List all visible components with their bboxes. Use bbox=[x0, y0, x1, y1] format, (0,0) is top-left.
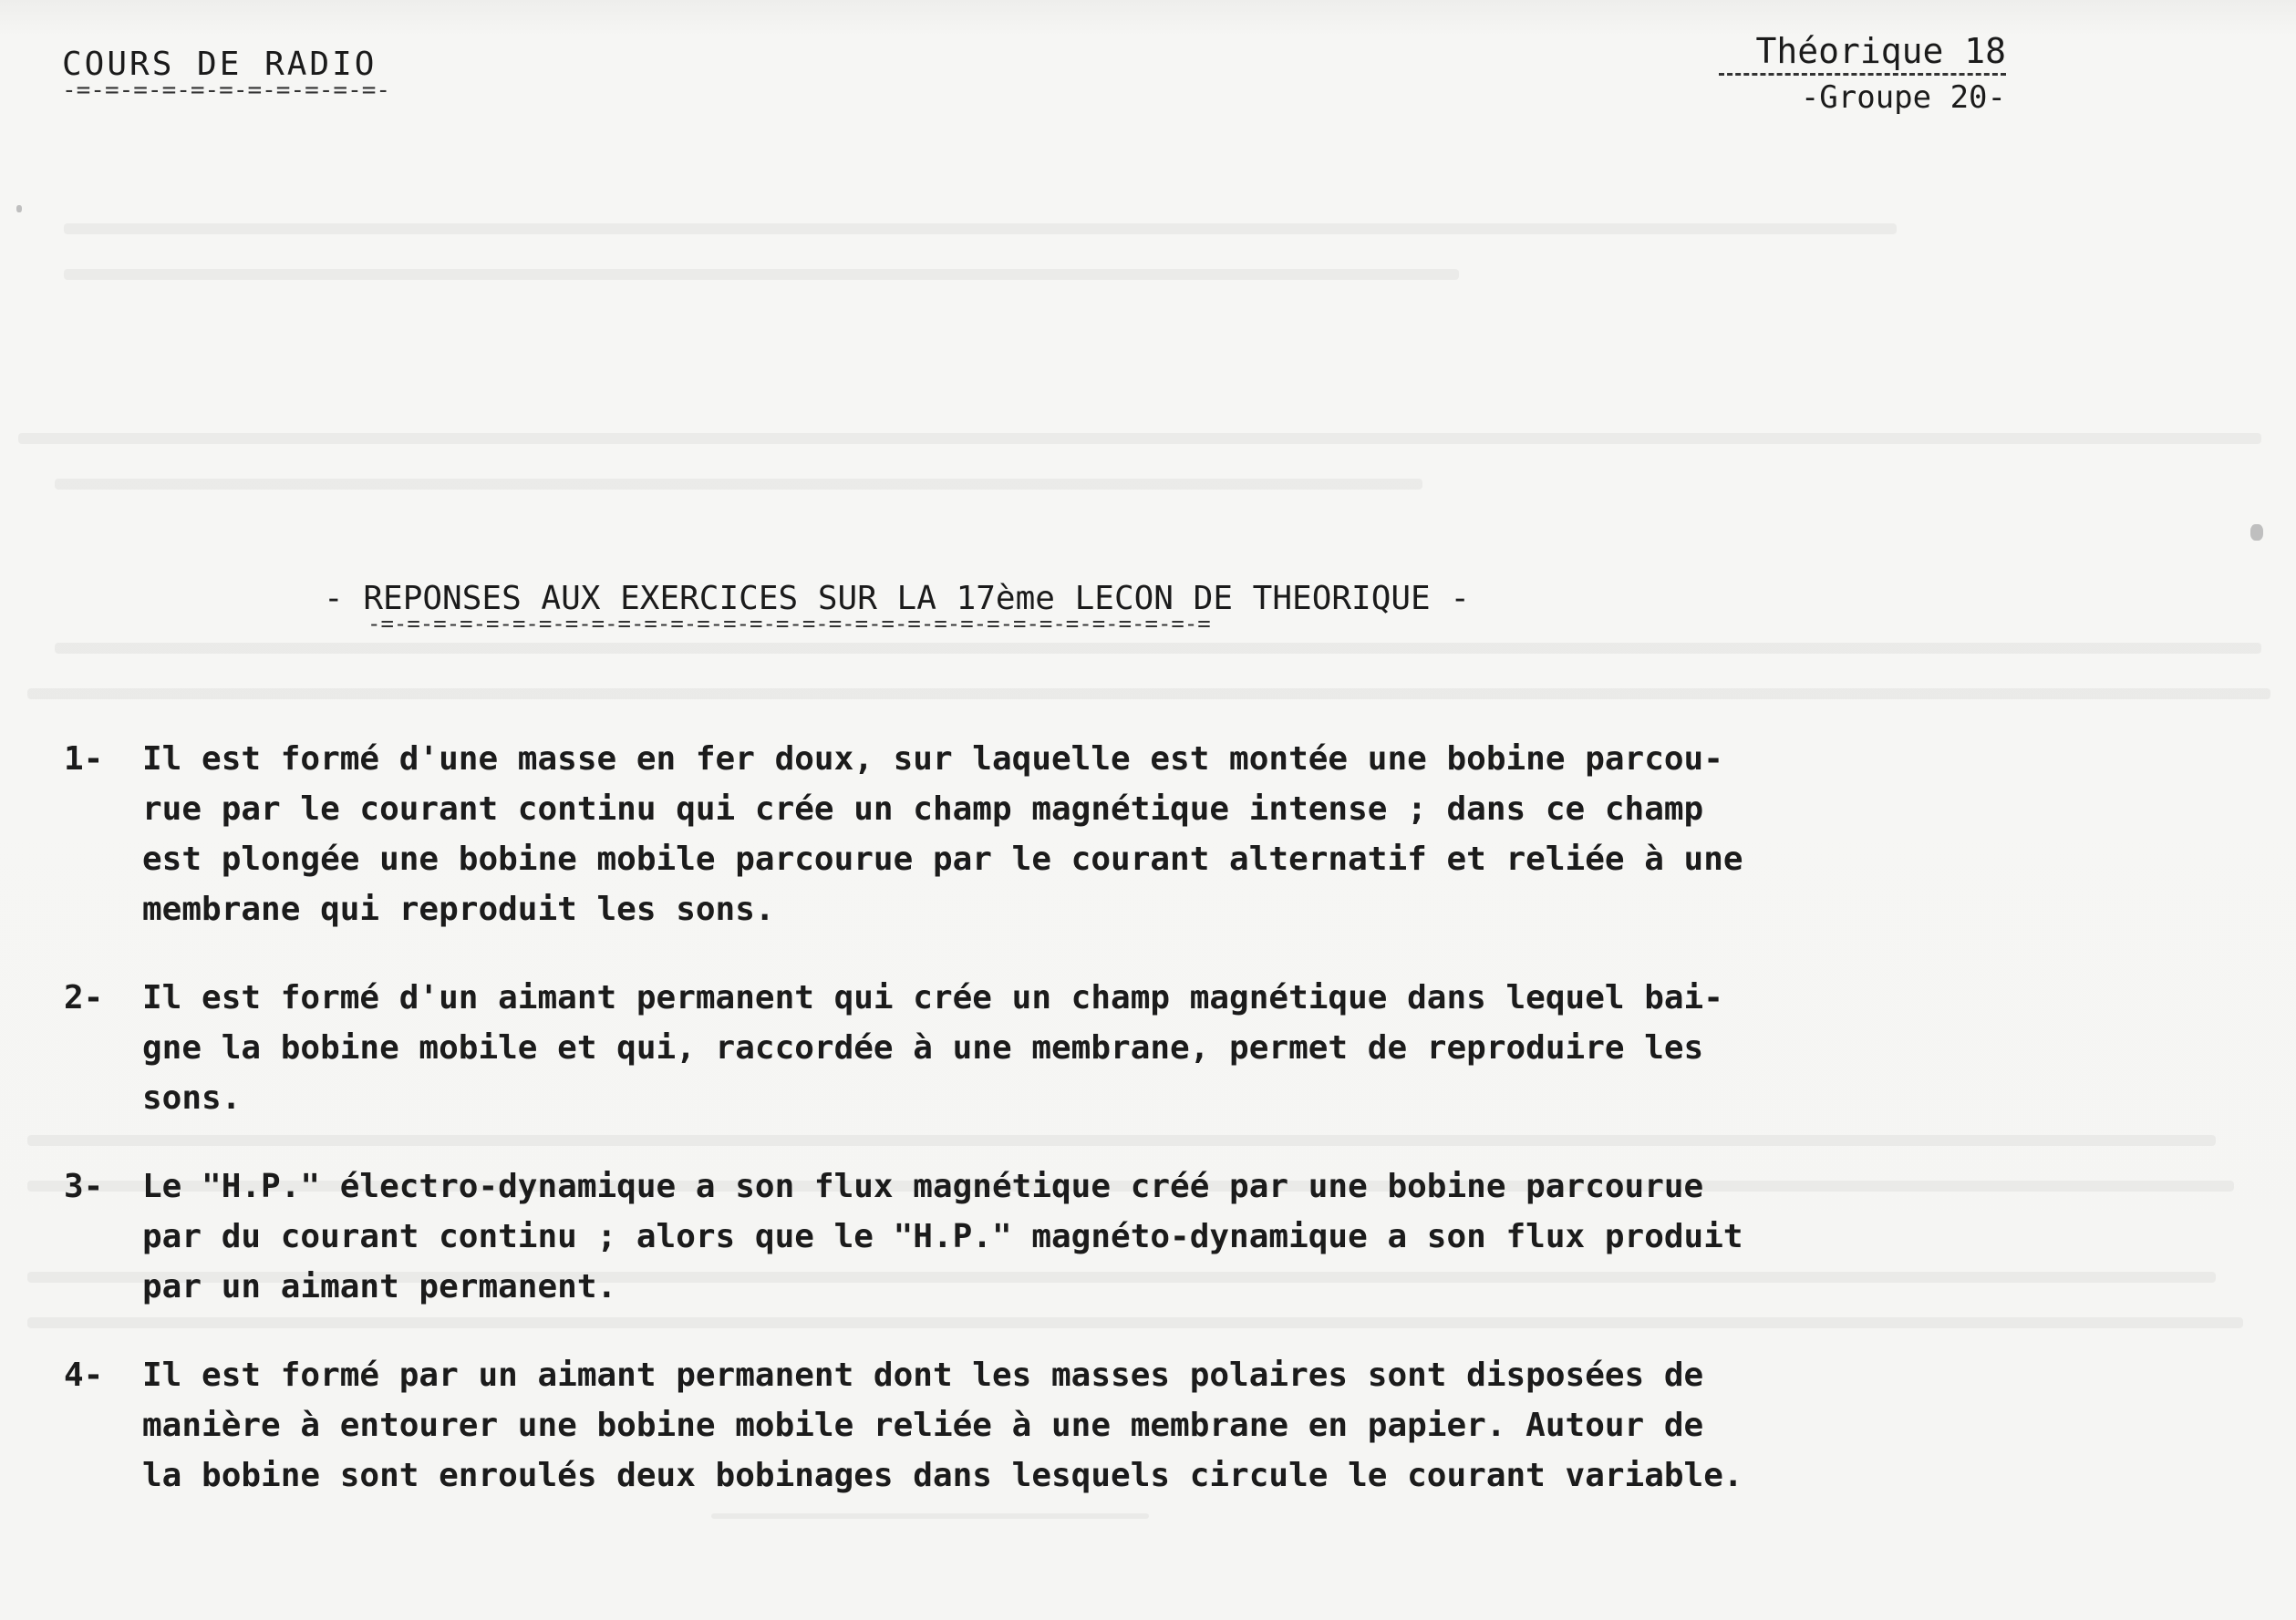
paper-speck bbox=[16, 205, 22, 212]
answer-text: Le "H.P." électro-dynamique a son flux magnétique créé par une bobine parcourue par du courant continu ; alors que le "H.P." magnéto-dynamique a son flux produit par un aimant permanent. bbox=[142, 1168, 1743, 1305]
theory-number: Théorique 18 bbox=[1719, 31, 2006, 76]
course-header bbox=[62, 46, 536, 98]
lesson-reference bbox=[1719, 31, 2006, 116]
course-title: COURS DE RADIO bbox=[62, 46, 377, 83]
paper-speck bbox=[2250, 524, 2263, 541]
bleed-through-line bbox=[55, 643, 2261, 654]
bleed-through-line bbox=[55, 479, 1422, 490]
answer-item bbox=[64, 973, 2097, 1123]
bleed-through-line bbox=[18, 433, 2261, 444]
answer-text: Il est formé d'une masse en fer doux, sur laquelle est montée une bobine parcou- rue par le courant continu qui crée un champ magnétique intense ; dans ce champ est plongée une bobine mobile parcourue par le courant alternatif et reliée à une membrane qui reproduit les sons. bbox=[142, 740, 1743, 928]
answer-item bbox=[64, 1350, 2097, 1501]
answers-list bbox=[64, 734, 2097, 1539]
answer-text: Il est formé d'un aimant permanent qui crée un champ magnétique dans lequel bai- gne la bobine mobile et qui, raccordée à une membrane, permet de reproduire les sons. bbox=[142, 979, 1723, 1117]
bleed-through-line bbox=[64, 269, 1459, 280]
course-title-underline: -=-=-=-=-=-=-=-=-=-=-=- bbox=[62, 83, 391, 98]
answer-item bbox=[64, 1161, 2097, 1312]
answer-number: 1- bbox=[64, 740, 104, 778]
answer-number: 3- bbox=[64, 1168, 104, 1205]
bleed-through-line bbox=[27, 688, 2270, 699]
answer-text: Il est formé par un aimant permanent dont les masses polaires sont disposées de manière à entourer une bobine mobile reliée à une membrane en papier. Autour de la bobine sont enroulés deux bobinages dans lesquels circule le courant variable. bbox=[142, 1357, 1743, 1494]
answer-number: 2- bbox=[64, 979, 104, 1016]
answer-item bbox=[64, 734, 2097, 934]
section-heading bbox=[324, 580, 1708, 630]
section-title-underline: -=-=-=-=-=-=-=-=-=-=-=-=-=-=-=-=-=-=-=-=-=-=-=-=-=-=-=-=-=-=-=-= bbox=[367, 617, 1211, 630]
bleed-through-line bbox=[64, 223, 1897, 234]
answer-number: 4- bbox=[64, 1357, 104, 1394]
section-title: - REPONSES AUX EXERCICES SUR LA 17ème LECON DE THEORIQUE - bbox=[324, 580, 1471, 617]
group-number: -Groupe 20- bbox=[1800, 79, 2006, 116]
